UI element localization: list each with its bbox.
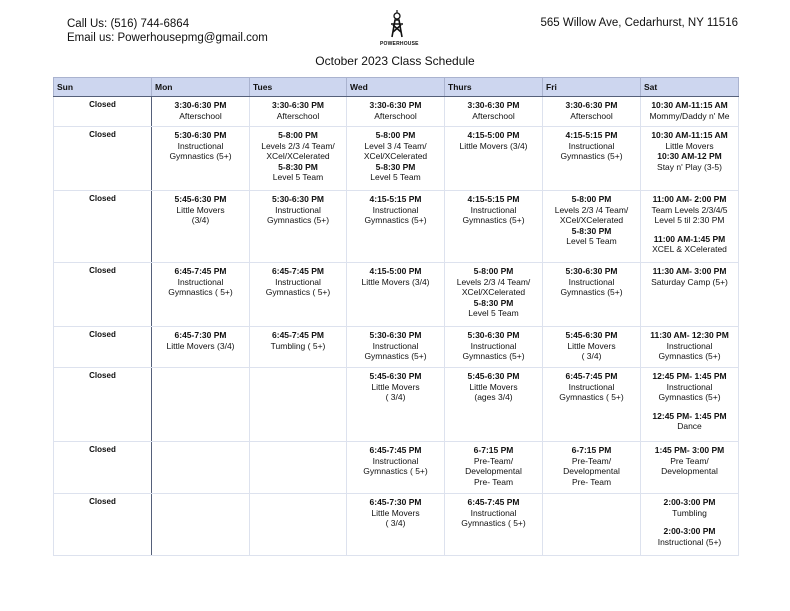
- class-name: XCEL & XCelerated: [652, 244, 727, 255]
- class-cell-fri: [543, 191, 641, 263]
- class-name: Instructional (5+): [657, 536, 722, 547]
- class-time: 10:30 AM-11:15 AM: [651, 100, 728, 110]
- class-cell-mon: [152, 327, 250, 368]
- class-cell-thurs: [445, 127, 543, 191]
- class-name: Little Movers (3/4): [361, 276, 430, 287]
- day-header-sat: Sat: [641, 78, 739, 97]
- class-name: Gymnastics (5+): [560, 151, 623, 162]
- schedule-row: [54, 263, 739, 327]
- class-time: 5:30-6:30 PM: [369, 330, 422, 340]
- class-time: 5:45-6:30 PM: [565, 330, 618, 340]
- class-name: Instructional: [275, 276, 321, 287]
- class-cell-fri: [543, 127, 641, 191]
- class-cell-mon: [152, 368, 250, 442]
- class-cell-tues: [250, 191, 347, 263]
- schedule-row: [54, 191, 739, 263]
- class-name: Gymnastics (5+): [169, 151, 232, 162]
- class-time: 6-7:15 PM: [571, 445, 612, 455]
- class-cell-sat: [641, 127, 739, 191]
- class-name: (ages 3/4): [474, 392, 513, 403]
- day-header-row: [54, 78, 739, 97]
- class-name: Gymnastics ( 5+): [265, 287, 331, 298]
- class-time: 3:30-6:30 PM: [565, 100, 618, 110]
- class-name: Gymnastics ( 5+): [363, 466, 428, 477]
- class-cell-thurs: [445, 442, 543, 494]
- class-time: 4:15-5:15 PM: [565, 130, 618, 140]
- class-name: (3/4): [191, 215, 210, 226]
- class-name: Levels 2/3 /4 Team/: [261, 140, 335, 151]
- class-time: 3:30-6:30 PM: [174, 100, 227, 110]
- class-name: XCel/XCelerated: [559, 215, 624, 226]
- class-name: Little Movers: [567, 340, 616, 351]
- class-name: Team Levels 2/3/4/5: [651, 204, 728, 215]
- class-name: Gymnastics (5+): [560, 287, 623, 298]
- class-name: Instructional: [275, 204, 321, 215]
- class-name: Afterschool: [374, 110, 417, 121]
- class-cell-mon: [152, 263, 250, 327]
- class-time: 6:45-7:45 PM: [565, 371, 618, 381]
- class-cell-tues: [250, 127, 347, 191]
- class-time: 4:15-5:00 PM: [369, 266, 422, 276]
- class-name: Instructional: [177, 140, 224, 151]
- class-cell-thurs: [445, 263, 543, 327]
- class-cell-thurs: [445, 368, 543, 442]
- class-name: Tumbling ( 5+): [270, 340, 326, 351]
- class-name: Little Movers: [665, 140, 714, 151]
- class-name: Gymnastics ( 5+): [559, 392, 624, 403]
- class-time: 6:45-7:45 PM: [369, 445, 422, 455]
- class-name: Little Movers (3/4): [166, 340, 235, 351]
- sunday-closed-cell: Closed: [54, 97, 152, 127]
- class-cell-mon: [152, 494, 250, 556]
- class-time: 5:30-6:30 PM: [174, 130, 227, 140]
- class-cell-fri: [543, 97, 641, 127]
- class-time: 11:00 AM- 2:00 PM: [652, 194, 727, 204]
- class-name: Little Movers: [371, 507, 420, 518]
- class-cell-sat: [641, 327, 739, 368]
- class-cell-tues: [250, 263, 347, 327]
- class-cell-fri: [543, 368, 641, 442]
- class-cell-wed: [347, 442, 445, 494]
- day-header-sun: Sun: [54, 78, 152, 97]
- class-name: Instructional: [177, 276, 224, 287]
- class-name: Dance: [677, 421, 702, 432]
- address-text: 565 Willow Ave, Cedarhurst, NY 11516: [540, 17, 738, 29]
- class-time: 11:00 AM-1:45 PM: [653, 233, 726, 244]
- sunday-closed-cell: Closed: [54, 494, 152, 556]
- class-cell-tues: [250, 368, 347, 442]
- class-name: Gymnastics (5+): [462, 351, 525, 362]
- class-cell-thurs: [445, 494, 543, 556]
- class-cell-mon: [152, 97, 250, 127]
- class-time: 5-8:00 PM: [278, 130, 318, 140]
- class-name: Gymnastics (5+): [658, 392, 721, 403]
- class-name: Instructional: [470, 507, 517, 518]
- class-name: Instructional: [666, 381, 713, 392]
- class-time: 6:45-7:45 PM: [272, 266, 324, 276]
- class-cell-mon: [152, 442, 250, 494]
- day-header-tues: Tues: [250, 78, 347, 97]
- schedule-row: [54, 494, 739, 556]
- class-name: Gymnastics ( 5+): [461, 518, 526, 529]
- class-cell-tues: [250, 494, 347, 556]
- class-name: XCel/XCelerated: [461, 287, 526, 298]
- class-cell-sat: [641, 368, 739, 442]
- day-header-wed: Wed: [347, 78, 445, 97]
- logo-text: POWERHOUSE: [380, 41, 419, 47]
- class-time: 6:45-7:30 PM: [369, 497, 422, 507]
- class-time: 4:15-5:00 PM: [467, 130, 520, 140]
- tower-logo-icon: [387, 10, 407, 38]
- class-name: Level 5 Team: [468, 308, 519, 319]
- schedule-table: [53, 77, 739, 556]
- class-name: Afterschool: [179, 110, 222, 121]
- class-time: 6-7:15 PM: [473, 445, 514, 455]
- spacer: [642, 226, 737, 234]
- phone-text: Call Us: (516) 744-6864: [67, 18, 190, 30]
- class-time: 5:30-6:30 PM: [272, 194, 324, 204]
- class-name: Little Movers: [469, 381, 518, 392]
- day-header-mon: Mon: [152, 78, 250, 97]
- spacer: [642, 403, 737, 411]
- class-name: Instructional: [372, 455, 419, 466]
- class-cell-fri: [543, 263, 641, 327]
- class-time: 11:30 AM- 3:00 PM: [652, 266, 727, 276]
- class-name: Pre- Team: [473, 476, 514, 487]
- class-time: 4:15-5:15 PM: [467, 194, 520, 204]
- class-name: Instructional: [372, 204, 419, 215]
- class-name: Little Movers: [371, 381, 420, 392]
- class-name: Tumbling: [672, 507, 707, 518]
- class-name: Little Movers (3/4): [459, 140, 528, 151]
- class-time: 10:30 AM-11:15 AM: [651, 130, 728, 140]
- class-time: 6:45-7:45 PM: [272, 330, 324, 340]
- class-name: Level 5 Team: [566, 236, 617, 247]
- class-time: 5:45-6:30 PM: [467, 371, 520, 381]
- schedule-row: [54, 368, 739, 442]
- class-name: Instructional: [568, 140, 615, 151]
- sunday-closed-cell: Closed: [54, 191, 152, 263]
- class-cell-sat: [641, 191, 739, 263]
- class-cell-wed: [347, 191, 445, 263]
- class-name: Gymnastics (5+): [658, 351, 721, 362]
- class-cell-sat: [641, 263, 739, 327]
- class-cell-wed: [347, 368, 445, 442]
- schedule-row: [54, 327, 739, 368]
- sunday-closed-cell: Closed: [54, 368, 152, 442]
- class-time: 12:45 PM- 1:45 PM: [652, 410, 727, 421]
- class-name: Gymnastics (5+): [364, 215, 427, 226]
- class-time: 6:45-7:30 PM: [174, 330, 227, 340]
- class-time: 2:00-3:00 PM: [663, 497, 716, 507]
- class-time: 3:30-6:30 PM: [272, 100, 324, 110]
- class-name: Afterschool: [570, 110, 613, 121]
- schedule-row: [54, 442, 739, 494]
- class-time: 1:45 PM- 3:00 PM: [654, 445, 725, 455]
- class-cell-fri: [543, 442, 641, 494]
- sunday-closed-cell: Closed: [54, 442, 152, 494]
- class-name: Instructional: [568, 381, 615, 392]
- class-name: Gymnastics (5+): [364, 351, 427, 362]
- sunday-closed-cell: Closed: [54, 263, 152, 327]
- class-name: Little Movers: [176, 204, 225, 215]
- class-cell-wed: [347, 127, 445, 191]
- class-cell-thurs: [445, 97, 543, 127]
- class-cell-thurs: [445, 191, 543, 263]
- class-name: Developmental: [563, 466, 620, 477]
- class-time: 4:15-5:15 PM: [369, 194, 422, 204]
- class-name: Pre-Team/: [571, 455, 612, 466]
- class-cell-sat: [641, 442, 739, 494]
- class-name: Pre- Team: [571, 476, 612, 487]
- class-time: 5-8:00 PM: [473, 266, 514, 276]
- class-time: 5-8:30 PM: [278, 161, 318, 172]
- class-cell-wed: [347, 263, 445, 327]
- class-time: 12:45 PM- 1:45 PM: [652, 371, 727, 381]
- class-time: 10:30 AM-12 PM: [657, 151, 722, 162]
- class-time: 6:45-7:45 PM: [467, 497, 520, 507]
- class-name: Level 5 Team: [370, 172, 421, 183]
- class-time: 3:30-6:30 PM: [467, 100, 520, 110]
- class-name: ( 3/4): [581, 351, 602, 362]
- class-cell-sat: [641, 494, 739, 556]
- class-name: Pre Team/: [670, 455, 709, 466]
- schedule-row: [54, 97, 739, 127]
- class-time: 11:30 AM- 12:30 PM: [650, 330, 729, 340]
- class-name: Pre-Team/: [473, 455, 514, 466]
- class-name: Instructional: [470, 204, 517, 215]
- class-name: Instructional: [666, 340, 713, 351]
- sunday-closed-cell: Closed: [54, 127, 152, 191]
- class-time: 5:30-6:30 PM: [565, 266, 618, 276]
- sunday-closed-cell: Closed: [54, 327, 152, 368]
- class-time: 5-8:30 PM: [473, 297, 514, 308]
- class-name: Level 5 til 2:30 PM: [654, 215, 725, 226]
- class-name: Levels 2/3 /4 Team/: [554, 204, 629, 215]
- class-cell-fri: [543, 494, 641, 556]
- class-cell-wed: [347, 97, 445, 127]
- class-cell-sat: [641, 97, 739, 127]
- powerhouse-logo: [380, 10, 419, 47]
- class-cell-fri: [543, 327, 641, 368]
- class-time: 5:45-6:30 PM: [174, 194, 227, 204]
- contact-info: [67, 17, 268, 45]
- class-name: Gymnastics (5+): [266, 215, 330, 226]
- class-name: ( 3/4): [385, 392, 406, 403]
- class-name: Instructional: [372, 340, 419, 351]
- class-cell-tues: [250, 97, 347, 127]
- class-name: Mommy/Daddy n' Me: [649, 110, 730, 121]
- class-name: Instructional: [470, 340, 517, 351]
- class-cell-tues: [250, 327, 347, 368]
- class-cell-wed: [347, 327, 445, 368]
- class-name: Gymnastics ( 5+): [168, 287, 233, 298]
- class-name: ( 3/4): [385, 518, 406, 529]
- spacer: [642, 518, 737, 526]
- email-text: Email us: Powerhousepmg@gmail.com: [67, 32, 268, 44]
- class-name: Levels 2/3 /4 Team/: [456, 276, 531, 287]
- class-time: 5-8:30 PM: [375, 161, 416, 172]
- class-time: 5-8:00 PM: [375, 130, 416, 140]
- class-time: 5:45-6:30 PM: [369, 371, 422, 381]
- class-cell-mon: [152, 191, 250, 263]
- class-time: 6:45-7:45 PM: [174, 266, 227, 276]
- class-name: Gymnastics (5+): [462, 215, 525, 226]
- page-title: October 2023 Class Schedule: [315, 54, 475, 68]
- class-cell-tues: [250, 442, 347, 494]
- class-time: 3:30-6:30 PM: [369, 100, 422, 110]
- class-cell-wed: [347, 494, 445, 556]
- class-name: Level 3 /4 Team/: [364, 140, 427, 151]
- class-time: 5-8:00 PM: [571, 194, 612, 204]
- class-name: Afterschool: [276, 110, 320, 121]
- class-time: 2:00-3:00 PM: [663, 526, 716, 537]
- class-name: Level 5 Team: [272, 172, 324, 183]
- class-name: Instructional: [568, 276, 615, 287]
- class-name: Stay n' Play (3-5): [657, 161, 722, 172]
- day-header-thurs: Thurs: [445, 78, 543, 97]
- class-name: Developmental: [661, 466, 718, 477]
- class-name: Saturday Camp (5+): [651, 276, 728, 287]
- class-name: Afterschool: [472, 110, 515, 121]
- class-time: 5-8:30 PM: [571, 225, 612, 236]
- class-cell-thurs: [445, 327, 543, 368]
- day-header-fri: Fri: [543, 78, 641, 97]
- class-time: 5:30-6:30 PM: [467, 330, 520, 340]
- class-name: XCel/XCelerated: [363, 151, 428, 162]
- class-cell-mon: [152, 127, 250, 191]
- class-name: XCel/XCelerated: [266, 151, 330, 162]
- schedule-row: [54, 127, 739, 191]
- class-name: Developmental: [465, 466, 522, 477]
